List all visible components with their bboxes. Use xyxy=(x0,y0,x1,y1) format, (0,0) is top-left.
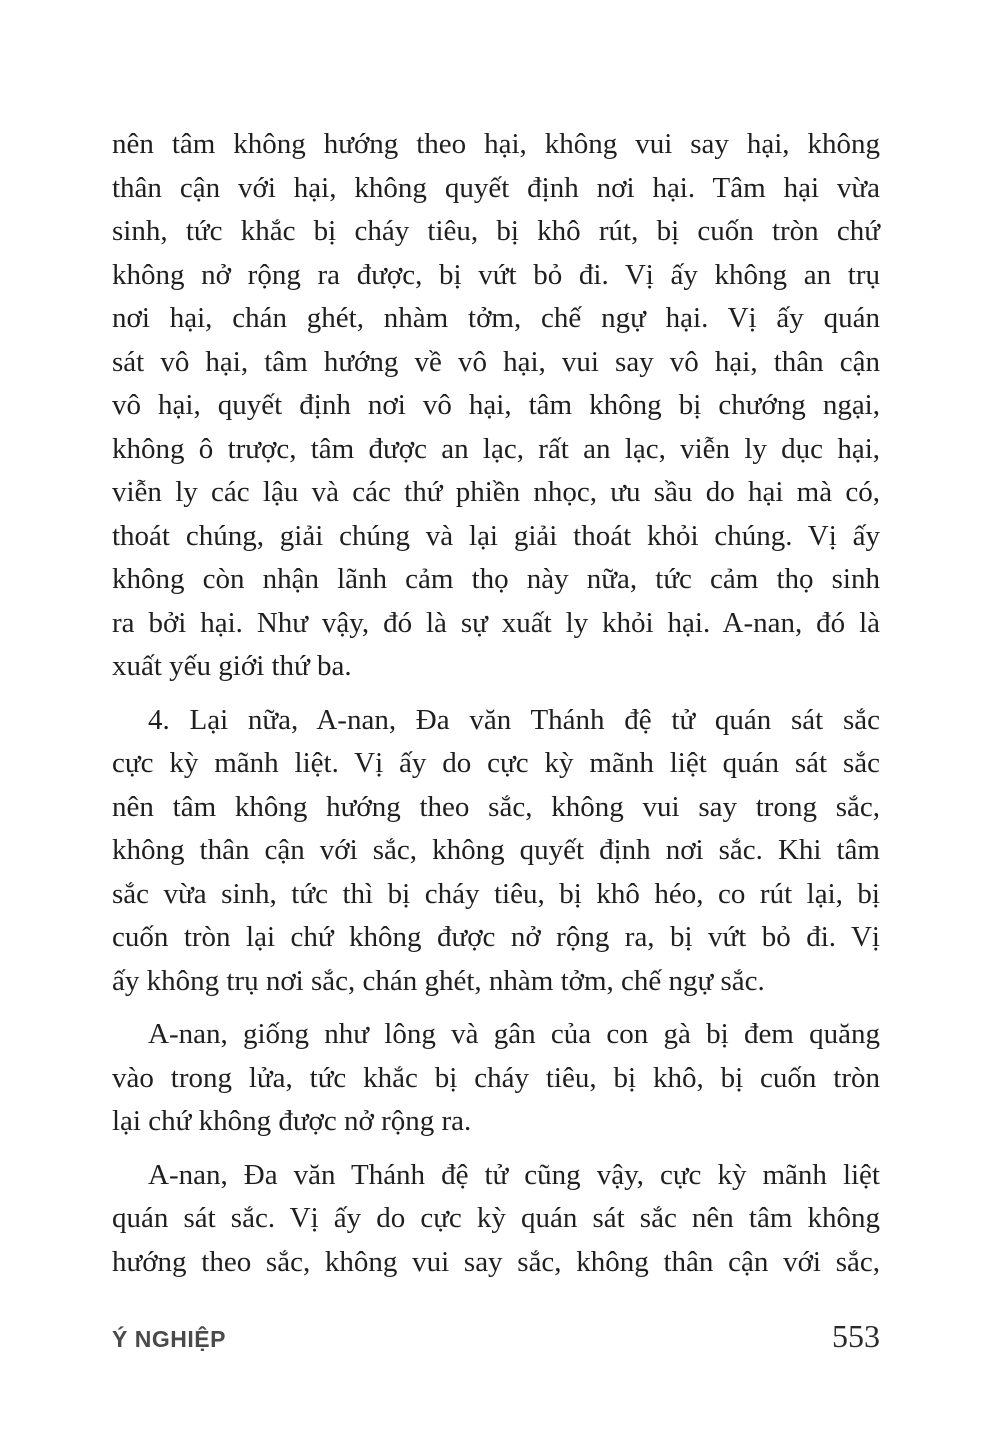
text-line: sinh, tức khắc bị cháy tiêu, bị khô rút, bị cuốn tròn chứ xyxy=(112,215,880,247)
text-line: thân cận với hại, không quyết định nơi hại. Tâm hại vừa xyxy=(112,171,880,204)
text-line: không nở rộng ra được, bị vứt bỏ đi. Vị ấy không an trụ xyxy=(112,258,880,291)
text-line: nơi hại, chán ghét, nhàm tởm, chế ngự hại. Vị ấy quán xyxy=(112,302,880,334)
page-footer xyxy=(112,1318,880,1355)
text-line: ra bởi hại. Như vậy, đó là sự xuất ly khỏi hại. A-nan, đó là xyxy=(112,606,880,639)
text-line: hướng theo sắc, không vui say sắc, không thân cận với sắc, xyxy=(112,1245,880,1278)
text-line: nên tâm không hướng theo sắc, không vui say trong sắc, xyxy=(112,790,880,823)
paragraph-4 xyxy=(112,1154,880,1285)
running-title: Ý NGHIỆP xyxy=(112,1326,226,1352)
text-line: sắc vừa sinh, tức thì bị cháy tiêu, bị khô héo, co rút lại, bị xyxy=(112,877,880,910)
body-text xyxy=(112,123,880,1284)
text-line: vào trong lửa, tức khắc bị cháy tiêu, bị khô, bị cuốn tròn xyxy=(112,1061,880,1094)
text-line: nên tâm không hướng theo hại, không vui say hại, không xyxy=(112,128,880,160)
text-line: xuất yếu giới thứ ba. xyxy=(112,650,352,682)
paragraph-2 xyxy=(112,699,880,1004)
text-line: A-nan, Đa văn Thánh đệ tử cũng vậy, cực kỳ mãnh liệt xyxy=(148,1158,880,1191)
paragraph-1 xyxy=(112,123,880,689)
text-line: A-nan, giống như lông và gân của con gà bị đem quăng xyxy=(148,1018,880,1050)
text-line: thoát chúng, giải chúng và lại giải thoát khỏi chúng. Vị ấy xyxy=(112,519,880,552)
page-number: 553 xyxy=(832,1318,880,1354)
text-line: quán sát sắc. Vị ấy do cực kỳ quán sát sắc nên tâm không xyxy=(112,1202,880,1234)
text-line: 4. Lại nữa, A-nan, Đa văn Thánh đệ tử quán sát sắc xyxy=(148,703,880,736)
text-line: ấy không trụ nơi sắc, chán ghét, nhàm tởm, chế ngự sắc. xyxy=(112,964,765,997)
text-line: không thân cận với sắc, không quyết định nơi sắc. Khi tâm xyxy=(112,834,880,866)
text-line: cực kỳ mãnh liệt. Vị ấy do cực kỳ mãnh liệt quán sát sắc xyxy=(112,747,880,779)
text-line: cuốn tròn lại chứ không được nở rộng ra, bị vứt bỏ đi. Vị xyxy=(112,921,880,953)
text-line: không còn nhận lãnh cảm thọ này nữa, tức cảm thọ sinh xyxy=(112,563,880,595)
text-line: viễn ly các lậu và các thứ phiền nhọc, ưu sầu do hại mà có, xyxy=(112,476,880,508)
text-line: lại chứ không được nở rộng ra. xyxy=(112,1105,472,1137)
text-line: vô hại, quyết định nơi vô hại, tâm không bị chướng ngại, xyxy=(112,389,880,421)
text-line: không ô trược, tâm được an lạc, rất an lạc, viễn ly dục hại, xyxy=(112,432,880,465)
paragraph-3 xyxy=(112,1013,880,1144)
text-line: sát vô hại, tâm hướng về vô hại, vui say vô hại, thân cận xyxy=(112,345,880,378)
